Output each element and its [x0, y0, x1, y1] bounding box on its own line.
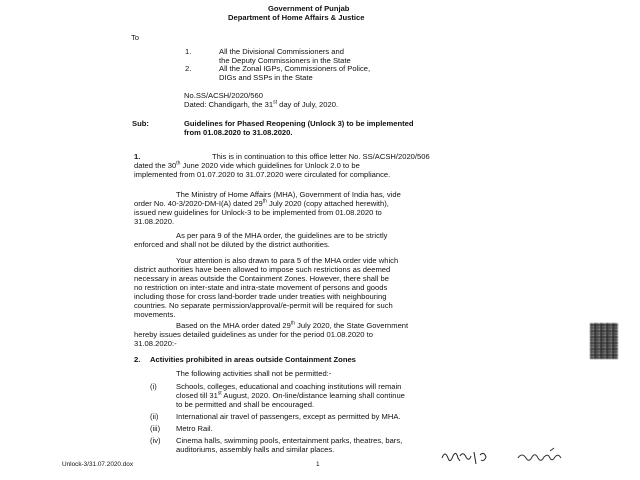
para-4-line-1: Your attention is also drawn to para 5 of the MHA order vide which — [176, 256, 399, 265]
para-5-line-2: hereby issues detailed guidelines as under for the period 01.08.2020 to — [134, 330, 373, 339]
recipient-1-num: 1. — [185, 47, 192, 56]
para-4-line-5: including those for cross land-border trade under treaties with neighbouring — [134, 292, 387, 301]
item-iv-line-2: auditoriums, assembly halls and similar places. — [176, 445, 335, 454]
para-1-num: 1. — [134, 152, 141, 161]
para-2-line-4: 31.08.2020. — [134, 217, 175, 226]
para-4-line-6: countries. No separate permission/approval/e-permit will be required for such — [134, 301, 393, 310]
item-iv-line-1: Cinema halls, swimming pools, entertainment parks, theatres, bars, — [176, 436, 403, 445]
section-2-num: 2. — [134, 355, 141, 364]
reference-number: No.SS/ACSH/2020/560 — [184, 91, 263, 100]
section-2-title: Activities prohibited in areas outside Containment Zones — [150, 355, 356, 364]
item-i-line-2: closed till 31st August, 2020. On-line/distance learning shall continue — [176, 390, 405, 400]
para-5-line-3: 31.08.2020:- — [134, 339, 177, 348]
handwritten-signature — [440, 446, 580, 468]
para-2-line-1: The Ministry of Home Affairs (MHA), Government of India has, vide — [176, 190, 401, 199]
item-ii-num: (ii) — [150, 412, 159, 421]
recipient-2-num: 2. — [185, 64, 192, 73]
recipient-2-line-2: DIGs and SSPs in the State — [219, 73, 313, 82]
footer-page-number: 1 — [316, 461, 320, 468]
para-4-line-2: district authorities have been allowed to impose such restrictions as deemed — [134, 265, 391, 274]
subject-label: Sub: — [132, 119, 149, 128]
item-i-line-3: to be permitted and shall be encouraged. — [176, 400, 315, 409]
para-4-line-7: movements. — [134, 310, 176, 319]
redacted-stamp — [590, 323, 618, 359]
para-5-line-1: Based on the MHA order dated 29th July 2020, the State Government — [176, 320, 409, 330]
recipient-1-line-2: the Deputy Commissioners in the State — [219, 56, 351, 65]
recipient-2-line-1: All the Zonal IGPs, Commissioners of Police, — [219, 64, 371, 73]
section-2-intro: The following activities shall not be permitted:- — [176, 369, 332, 378]
header-line-2: Department of Home Affairs & Justice — [228, 13, 365, 22]
item-iii-text: Metro Rail. — [176, 424, 213, 433]
para-1-line-3: implemented from 01.07.2020 to 31.07.2020 were circulated for compliance. — [134, 170, 391, 179]
item-i-num: (i) — [150, 382, 157, 391]
para-1-line-1: This is in continuation to this office letter No. SS/ACSH/2020/506 — [212, 152, 430, 161]
para-3-line-2: enforced and shall not be diluted by the district authorities. — [134, 240, 330, 249]
para-4-line-3: necessary in areas outside the Containment Zones. However, there shall be — [134, 274, 389, 283]
footer-filename: Unlock-3/31.07.2020.dox — [62, 461, 134, 468]
para-2-line-2: order No. 40-3/2020-DM-I(A) dated 29th July 2020 (copy attached herewith), — [134, 198, 389, 208]
item-iv-num: (iv) — [150, 436, 161, 445]
subject-line-2: from 01.08.2020 to 31.08.2020. — [184, 128, 293, 137]
header-line-1: Government of Punjab — [268, 4, 350, 13]
recipient-1-line-1: All the Divisional Commissioners and — [219, 47, 344, 56]
reference-date: Dated: Chandigarh, the 31st day of July, 2020. — [184, 99, 339, 109]
para-3-line-1: As per para 9 of the MHA order, the guidelines are to be strictly — [176, 231, 388, 240]
para-4-line-4: no restriction on inter-state and intra-state movement of persons and goods — [134, 283, 388, 292]
para-2-line-3: issued new guidelines for Unlock-3 to be implemented from 01.08.2020 to — [134, 208, 382, 217]
para-1-line-2: dated the 30th June 2020 vide which guidelines for Unlock 2.0 to be — [134, 160, 360, 170]
to-label: To — [131, 33, 140, 42]
item-iii-num: (iii) — [150, 424, 161, 433]
subject-line-1: Guidelines for Phased Reopening (Unlock 3) to be implemented — [184, 119, 414, 128]
item-i-line-1: Schools, colleges, educational and coaching institutions will remain — [176, 382, 402, 391]
item-ii-text: International air travel of passengers, except as permitted by MHA. — [176, 412, 401, 421]
